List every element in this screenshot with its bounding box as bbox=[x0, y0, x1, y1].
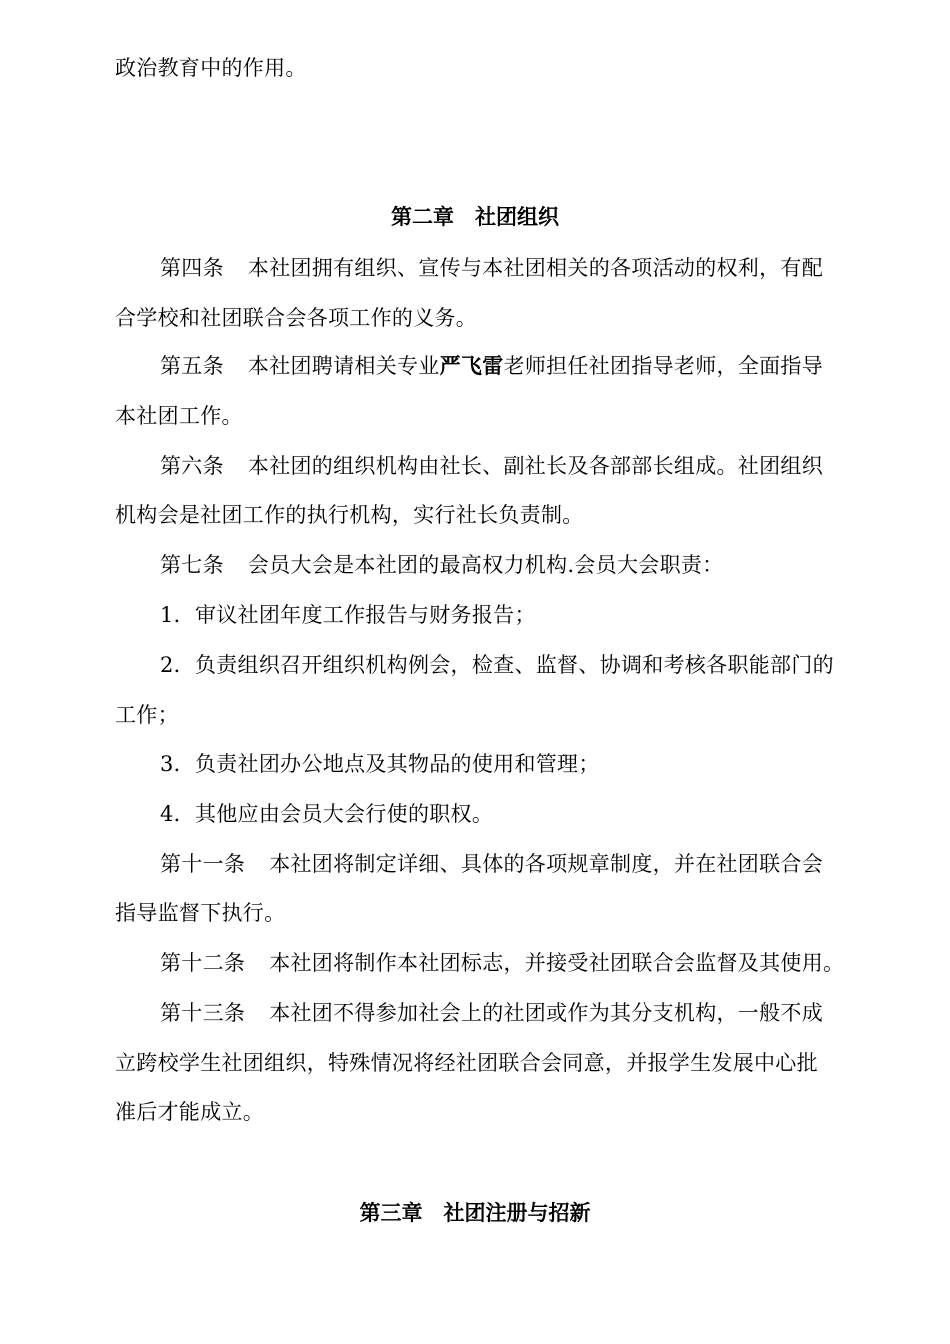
chapter-3-heading: 第三章 社团注册与招新 bbox=[359, 1200, 591, 1225]
article-11-text-line1: 本社团将制定详细、具体的各项规章制度，并在社团联合会 bbox=[269, 852, 824, 876]
article-6-label: 第六条 bbox=[160, 454, 224, 478]
article-13-text-line1: 本社团不得参加社会上的社团或作为其分支机构，一般不成 bbox=[269, 1001, 824, 1025]
advisor-name: 严飞雷 bbox=[439, 353, 504, 378]
article-7-item-2: 2．负责组织召开组织机构例会，检查、监督、协调和考核各职能部门的 bbox=[160, 653, 834, 677]
article-7-paragraph bbox=[160, 550, 723, 580]
article-5-text-post: 老师担任社团指导老师，全面指导 bbox=[503, 354, 824, 378]
article-5-label: 第五条 bbox=[160, 354, 224, 378]
article-7-label: 第七条 bbox=[160, 553, 224, 577]
article-6-text-line2: 机构会是社团工作的执行机构，实行社长负责制。 bbox=[115, 503, 584, 527]
article-5-text-pre: 本社团聘请相关专业 bbox=[247, 354, 440, 378]
article-4-text-line1: 本社团拥有组织、宣传与本社团相关的各项活动的权利，有配 bbox=[247, 256, 824, 280]
article-4-label: 第四条 bbox=[160, 256, 224, 280]
article-7-text-line1: 会员大会是本社团的最高权力机构.会员大会职责： bbox=[247, 553, 724, 577]
intro-tail-text: 政治教育中的作用。 bbox=[115, 56, 307, 80]
article-5-paragraph bbox=[160, 351, 823, 381]
article-7-item-3: 3．负责社团办公地点及其物品的使用和管理； bbox=[160, 752, 600, 776]
article-11-paragraph bbox=[160, 849, 823, 879]
chapter-2-heading: 第二章 社团组织 bbox=[391, 204, 559, 229]
article-7-item-4: 4．其他应由会员大会行使的职权。 bbox=[160, 802, 494, 826]
article-12-paragraph bbox=[160, 948, 844, 978]
article-13-text-line3: 准后才能成立。 bbox=[115, 1100, 265, 1124]
article-11-text-line2: 指导监督下执行。 bbox=[115, 901, 286, 925]
article-11-label: 第十一条 bbox=[160, 852, 246, 876]
article-13-text-line2: 立跨校学生社团组织，特殊情况将经社团联合会同意，并报学生发展中心批 bbox=[115, 1051, 818, 1075]
article-6-text-line1: 本社团的组织机构由社长、副社长及各部部长组成。社团组织 bbox=[247, 454, 824, 478]
article-5-text-line2: 本社团工作。 bbox=[115, 404, 243, 428]
article-6-paragraph bbox=[160, 451, 823, 481]
article-12-text-line1: 本社团将制作本社团标志，并接受社团联合会监督及其使用。 bbox=[269, 951, 845, 975]
article-4-paragraph bbox=[160, 253, 823, 283]
article-4-text-line2: 合学校和社团联合会各项工作的义务。 bbox=[115, 306, 478, 330]
article-7-item-1: 1．审议社团年度工作报告与财务报告； bbox=[160, 603, 536, 627]
article-7-item-2-continued: 工作； bbox=[115, 703, 179, 727]
article-12-label: 第十二条 bbox=[160, 951, 246, 975]
article-13-paragraph bbox=[160, 998, 823, 1028]
article-13-label: 第十三条 bbox=[160, 1001, 246, 1025]
